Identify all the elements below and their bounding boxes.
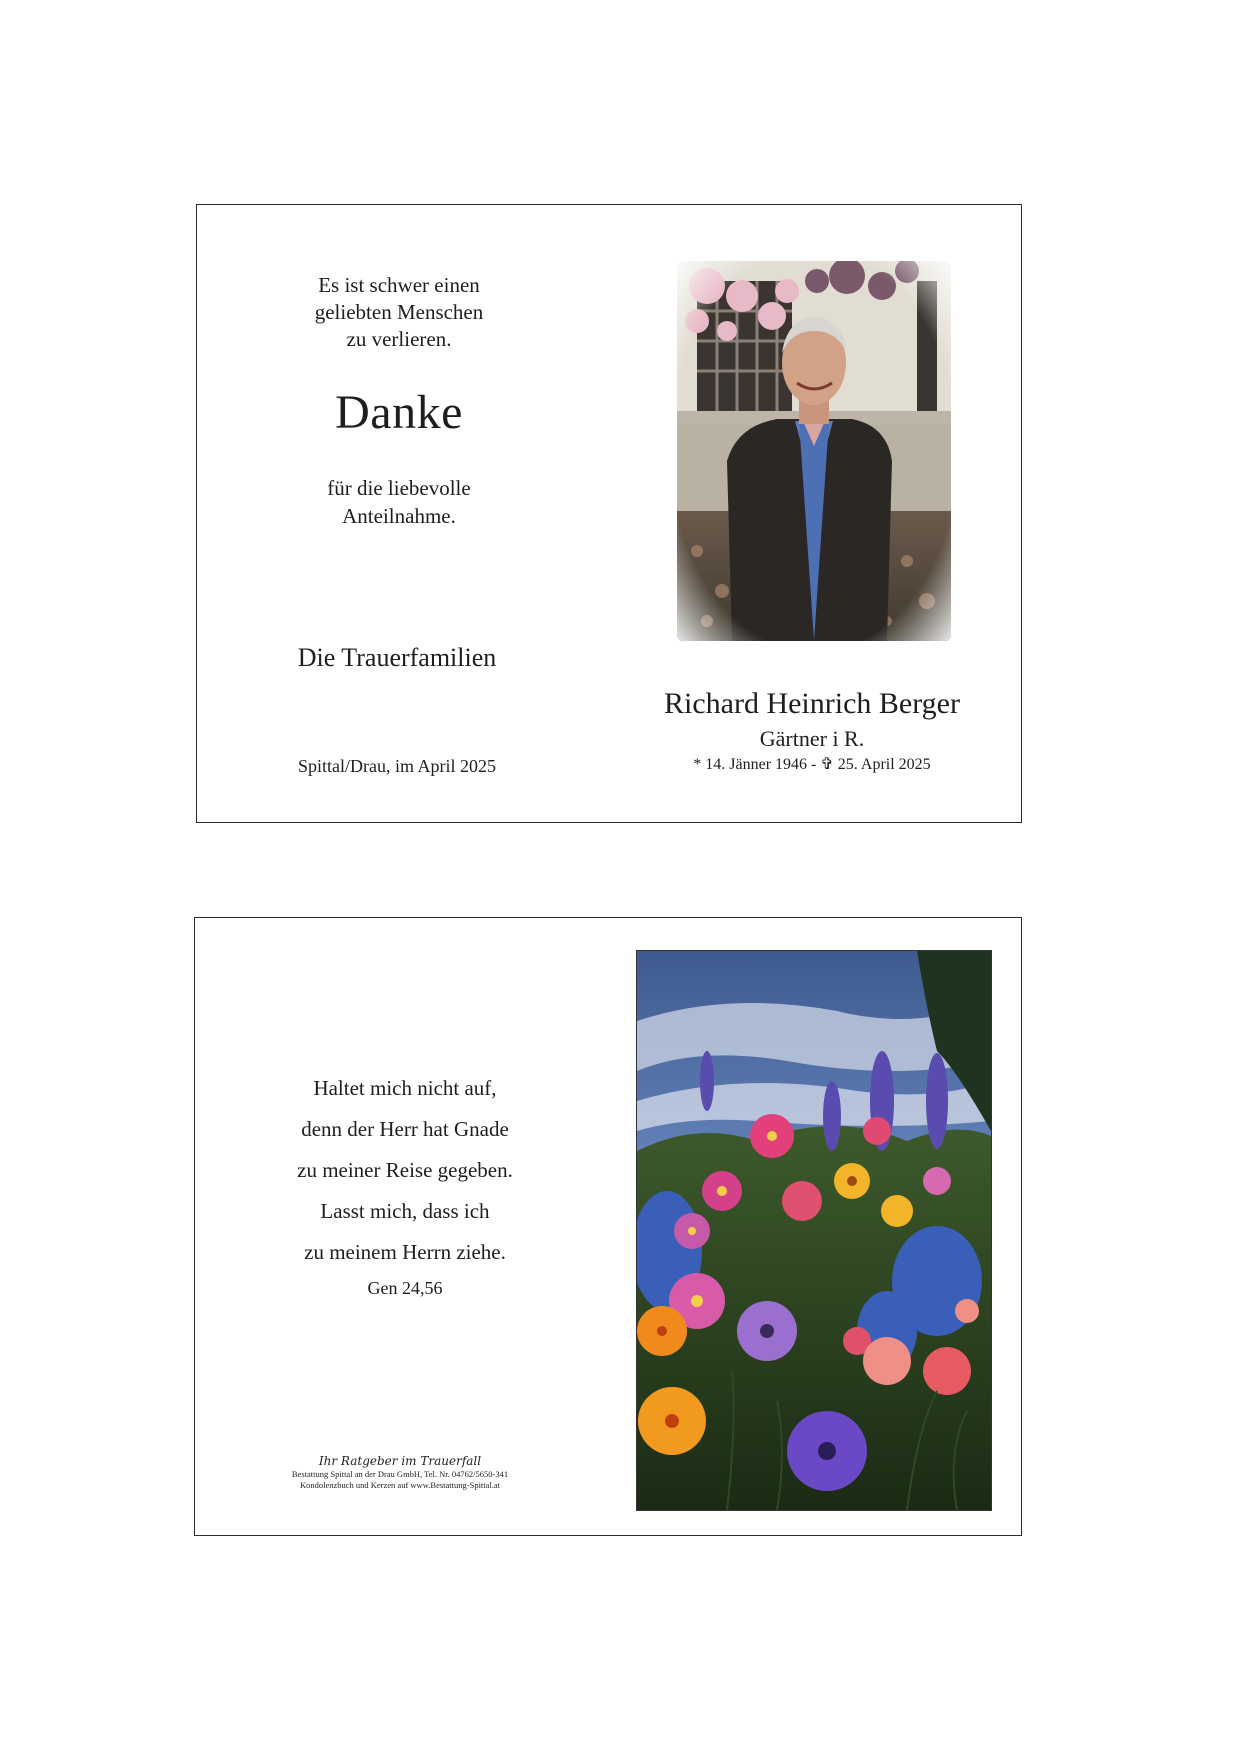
funeral-home-website: Kondolenzbuch und Kerzen auf www.Bestattung-Spittal.at [299, 1480, 501, 1490]
funeral-home-tagline: Ihr Ratgeber im Trauerfall [318, 1454, 482, 1468]
funeral-home-contact: Bestattung Spittal an der Drau GmbH, Tel. Nr. 04762/5650-341 [291, 1469, 509, 1479]
portrait-photo [677, 261, 951, 641]
funeral-home-imprint [255, 1453, 545, 1491]
intro-line: Es ist schwer einen [318, 273, 480, 297]
quote-line: denn der Herr hat Gnade [301, 1117, 509, 1141]
headline: Danke [335, 386, 463, 439]
thanks-text [277, 474, 521, 530]
families-signature: Die Trauerfamilien [297, 643, 497, 672]
thanks-line: Anteilnahme. [342, 504, 456, 528]
thank-you-card-front [196, 204, 1022, 823]
place-date: Spittal/Drau, im April 2025 [298, 756, 496, 776]
bible-quote [245, 1068, 565, 1273]
quote-reference: Gen 24,56 [367, 1278, 443, 1298]
quote-line: Haltet mich nicht auf, [313, 1076, 497, 1100]
thanks-line: für die liebevolle [327, 476, 471, 500]
deceased-name: Richard Heinrich Berger [663, 687, 960, 720]
life-dates: * 14. Jänner 1946 - ✞ 25. April 2025 [693, 756, 931, 773]
quote-line: zu meiner Reise gegeben. [297, 1158, 513, 1182]
quote-line: Lasst mich, dass ich [320, 1199, 490, 1223]
deceased-profession: Gärtner i R. [759, 726, 865, 751]
intro-line: geliebten Menschen [314, 300, 484, 324]
flower-meadow-photo [636, 950, 992, 1511]
intro-line: zu verlieren. [346, 327, 452, 351]
intro-text [277, 272, 521, 353]
thank-you-card-back [194, 917, 1022, 1536]
quote-line: zu meinem Herrn ziehe. [304, 1240, 506, 1264]
